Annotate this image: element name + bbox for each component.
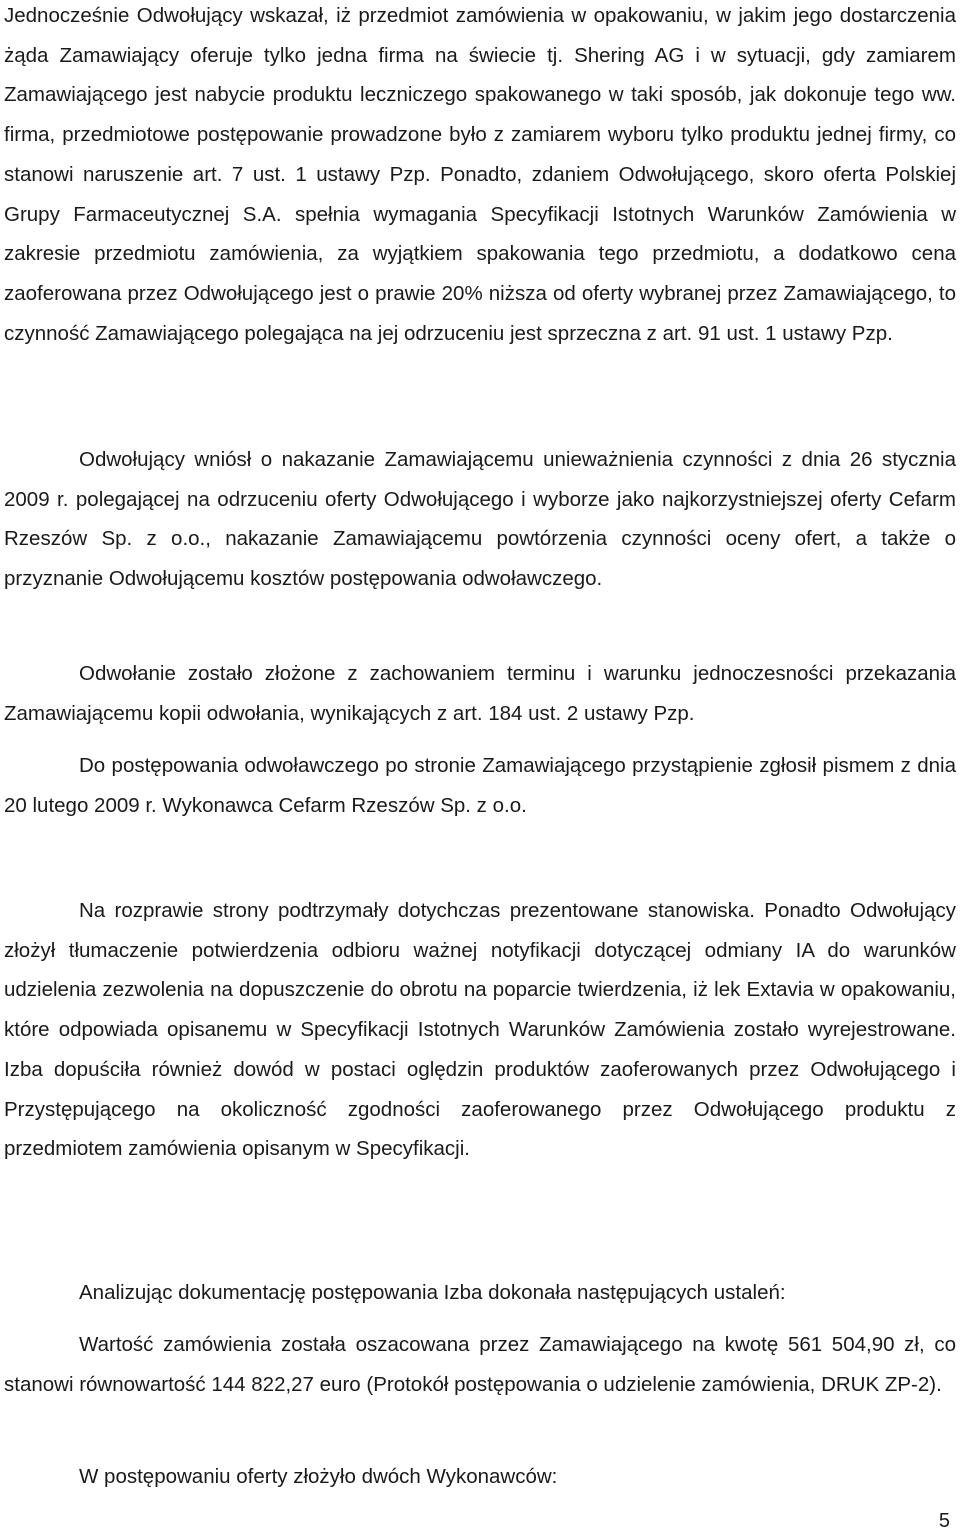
paragraph-filing: Odwołanie zostało złożone z zachowaniem terminu i warunku jednoczesności przekazania Zamawiającemu kopii odwołania, wynikających z art. 184 ust. 2 ustawy Pzp. xyxy=(4,662,956,725)
document-page xyxy=(4,0,956,1533)
paragraph-value: Wartość zamówienia została oszacowana przez Zamawiającego na kwotę 561 504,90 zł, co stanowi równowartość 144 822,27 euro (Protokół postępowania o udzielenie zamówienia, DRUK ZP-2). xyxy=(4,1333,956,1396)
paragraph-argument: Jednocześnie Odwołujący wskazał, iż przedmiot zamówienia w opakowaniu, w jakim jego dostarczenia żąda Zamawiający oferuje tylko jedna firma na świecie tj. Shering AG i w sytuacji, gdy zamiarem Zamawiającego jest nabycie produktu leczniczego spakowanego w taki sposób, jak dokonuje tego ww. firma, przedmiotowe postępowanie prowadzone było z zamiarem wyboru tylko produktu jednej firmy, co stanowi naruszenie art. 7 ust. 1 ustawy Pzp. Ponadto, zdaniem Odwołującego, skoro oferta Polskiej Grupy Farmaceutycznej S.A. spełnia wymagania Specyfikacji Istotnych Warunków Zamówienia w zakresie przedmiotu zamówienia, za wyjątkiem spakowania tego przedmiotu, a dodatkowo cena zaoferowana przez Odwołującego jest o prawie 20% niższa od oferty wybranej przez Zamawiającego, to czynność Zamawiającego polegająca na jej odrzuceniu jest sprzeczna z art. 91 ust. 1 ustawy Pzp. xyxy=(4,4,956,345)
paragraph-hearing: Na rozprawie strony podtrzymały dotychczas prezentowane stanowiska. Ponadto Odwołujący złożył tłumaczenie potwierdzenia odbioru ważnej notyfikacji dotyczącej odmiany IA do warunków udzielenia zezwolenia na dopuszczenie do obrotu na poparcie twierdzenia, iż lek Extavia w opakowaniu, które odpowiada opisanemu w Specyfikacji Istotnych Warunków Zamówienia zostało wyrejestrowane. Izba dopuściła również dowód w postaci oględzin produktów zaoferowanych przez Odwołującego i Przystępującego na okoliczność zgodności zaoferowanego przez Odwołującego produktu z przedmiotem zamówienia opisanym w Specyfikacji. xyxy=(4,899,956,1161)
paragraph-offers: W postępowaniu oferty złożyło dwóch Wykonawców: xyxy=(79,1465,558,1488)
paragraph-analysis: Analizując dokumentację postępowania Izba dokonała następujących ustaleń: xyxy=(79,1281,786,1304)
page-number: 5 xyxy=(938,1510,950,1532)
paragraph-request: Odwołujący wniósł o nakazanie Zamawiającemu unieważnienia czynności z dnia 26 stycznia 2009 r. polegającej na odrzuceniu oferty Odwołującego i wyborze jako najkorzystniejszej oferty Cefarm Rzeszów Sp. z o.o., nakazanie Zamawiającemu powtórzenia czynności oceny ofert, a także o przyznanie Odwołującemu kosztów postępowania odwoławczego. xyxy=(4,448,956,591)
paragraph-intervention: Do postępowania odwoławczego po stronie Zamawiającego przystąpienie zgłosił pismem z dnia 20 lutego 2009 r. Wykonawca Cefarm Rzeszów Sp. z o.o. xyxy=(4,754,956,817)
